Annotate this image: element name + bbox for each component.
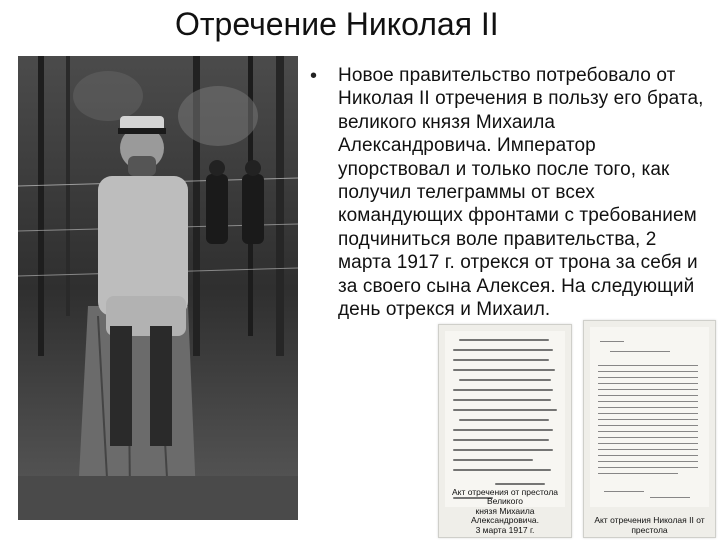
bullet-dot-icon: •	[310, 65, 318, 87]
document-nicholas-abdication	[583, 320, 716, 538]
document-caption: Акт отречения Николая II от престола	[594, 515, 705, 535]
handwritten-page	[445, 331, 565, 507]
slide-title: Отречение Николая II	[175, 6, 499, 42]
document-caption: Акт отречения от престола Великого князя Михаила Александровича. 3 марта 1917 г.	[451, 486, 559, 535]
bullet-point	[310, 64, 710, 321]
typed-page	[590, 327, 709, 507]
bullet-text: Новое правительство потребовало от Николая II отречения в пользу его брата, великого князя Михаила Александровича. Император упорствовал и только после того, как получил телеграммы от всех командующих фронтами с требованием подчиниться воле правительства, 2 марта 1917 г. отрекся от трона за себя и за своего сына Алексея. На следующий день отрекся и Михаил.	[338, 65, 704, 321]
photo-illustration	[18, 56, 298, 520]
historical-photo	[18, 56, 298, 520]
document-mikhail-abdication	[438, 324, 572, 538]
